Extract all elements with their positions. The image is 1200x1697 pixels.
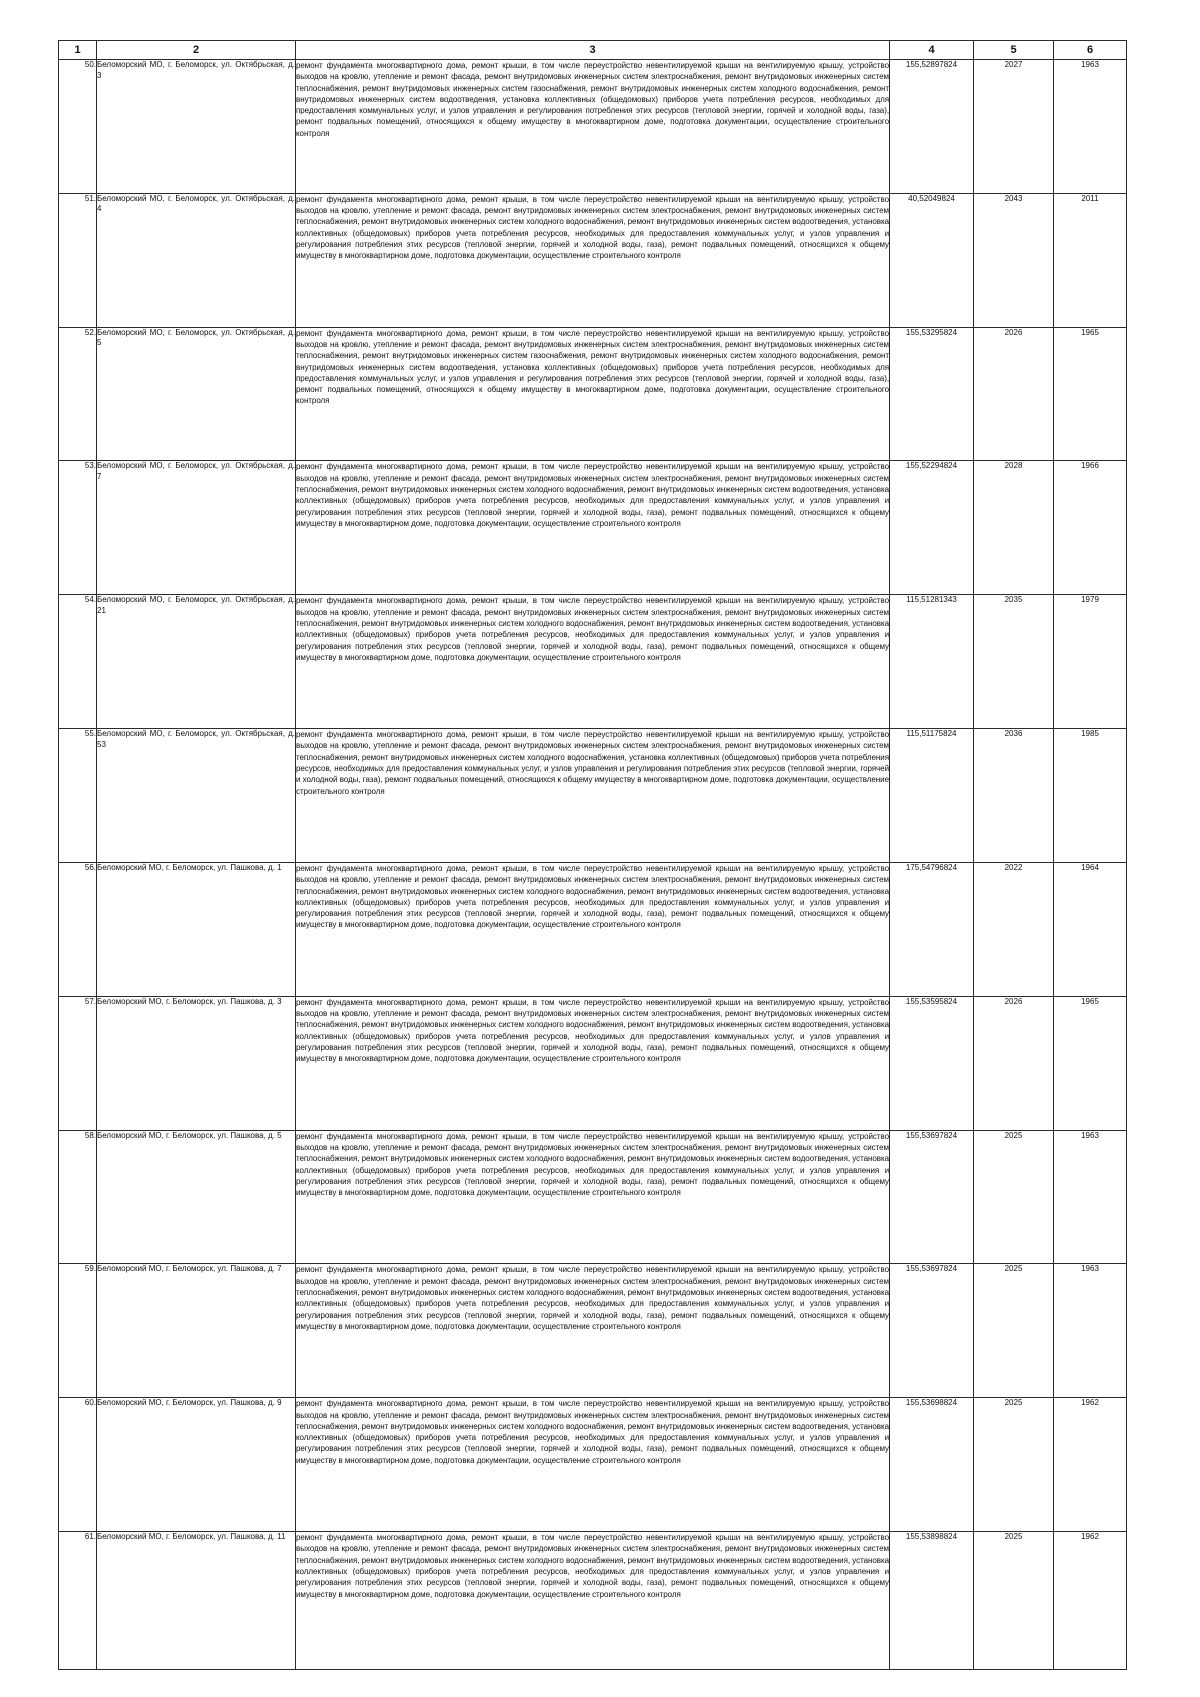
repair-works-list: ремонт фундамента многоквартирного дома, ремонт крыши, в том числе переустройство невентилируемой крыши на вентилируемую крышу, устройство выходов на кровлю, утепление и ремонт фасада, ремонт внутридомовых инженерных систем электроснабжения, ремонт внутридомовых инженерных систем теплоснабжения, ремонт внутридомовых инженерных систем холодного водоснабжения, ремонт внутридомовых инженерных систем водоотведения, установка коллективных (общедомовых) приборов учета потребления ресурсов, необходимых для предоставления коммунальных услуг, и узлов управления и регулирования потребления этих ресурсов (тепловой энергии, горячей и холодной воды, газа), ремонт подвальных помещений, относящихся к общему имуществу в многоквартирном доме, подготовка документации, осуществление строительного контроля: [296, 862, 890, 996]
column-header: 2: [97, 41, 296, 60]
row-number: 54.: [59, 595, 97, 729]
building-address: Беломорский МО, г. Беломорск, ул. Пашкова, д. 9: [97, 1398, 296, 1532]
building-address: Беломорский МО, г. Беломорск, ул. Октябрьская, д. 5: [97, 327, 296, 461]
table-row: [59, 1130, 1127, 1264]
row-number: 50.: [59, 60, 97, 194]
construction-year: 1985: [1054, 729, 1127, 863]
row-number: 58.: [59, 1130, 97, 1264]
table-row: [59, 996, 1127, 1130]
repair-works-list: ремонт фундамента многоквартирного дома, ремонт крыши, в том числе переустройство невентилируемой крыши на вентилируемую крышу, устройство выходов на кровлю, утепление и ремонт фасада, ремонт внутридомовых инженерных систем электроснабжения, ремонт внутридомовых инженерных систем теплоснабжения, ремонт внутридомовых инженерных систем холодного водоснабжения, ремонт внутридомовых инженерных систем водоотведения, установка коллективных (общедомовых) приборов учета потребления ресурсов, необходимых для предоставления коммунальных услуг, и узлов управления и регулирования потребления этих ресурсов (тепловой энергии, горячей и холодной воды, газа), ремонт подвальных помещений, относящихся к общему имуществу в многоквартирном доме, подготовка документации, осуществление строительного контроля: [296, 193, 890, 327]
row-number: 52.: [59, 327, 97, 461]
cost-value: 155,53898824: [890, 1532, 974, 1670]
table-row: [59, 461, 1127, 595]
repair-works-list: ремонт фундамента многоквартирного дома, ремонт крыши, в том числе переустройство невентилируемой крыши на вентилируемую крышу, устройство выходов на кровлю, утепление и ремонт фасада, ремонт внутридомовых инженерных систем электроснабжения, ремонт внутридомовых инженерных систем теплоснабжения, ремонт внутридомовых инженерных систем газоснабжения, ремонт внутридомовых инженерных систем холодного водоснабжения, ремонт внутридомовых инженерных систем водоотведения, установка коллективных (общедомовых) приборов учета потребления ресурсов, необходимых для предоставления коммунальных услуг, и узлов управления и регулирования потребления этих ресурсов (тепловой энергии, горячей и холодной воды, газа), ремонт подвальных помещений, относящихся к общему имуществу в многоквартирном доме, подготовка документации, осуществление строительного контроля: [296, 327, 890, 461]
building-address: Беломорский МО, г. Беломорск, ул. Пашкова, д. 3: [97, 996, 296, 1130]
planned-year: 2035: [974, 595, 1054, 729]
construction-year: 2011: [1054, 193, 1127, 327]
planned-year: 2026: [974, 996, 1054, 1130]
column-header: 6: [1054, 41, 1127, 60]
table-row: [59, 862, 1127, 996]
repair-works-list: ремонт фундамента многоквартирного дома, ремонт крыши, в том числе переустройство невентилируемой крыши на вентилируемую крышу, устройство выходов на кровлю, утепление и ремонт фасада, ремонт внутридомовых инженерных систем электроснабжения, ремонт внутридомовых инженерных систем теплоснабжения, ремонт внутридомовых инженерных систем газоснабжения, ремонт внутридомовых инженерных систем холодного водоснабжения, ремонт внутридомовых инженерных систем водоотведения, установка коллективных (общедомовых) приборов учета потребления ресурсов, необходимых для предоставления коммунальных услуг, и узлов управления и регулирования потребления этих ресурсов (тепловой энергии, горячей и холодной воды, газа), ремонт подвальных помещений, относящихся к общему имуществу в многоквартирном доме, подготовка документации, осуществление строительного контроля: [296, 60, 890, 194]
column-header: 4: [890, 41, 974, 60]
planned-year: 2025: [974, 1398, 1054, 1532]
table-body: [59, 60, 1127, 1670]
cost-value: 155,53295824: [890, 327, 974, 461]
construction-year: 1962: [1054, 1532, 1127, 1670]
building-address: Беломорский МО, г. Беломорск, ул. Пашкова, д. 5: [97, 1130, 296, 1264]
construction-year: 1965: [1054, 327, 1127, 461]
construction-year: 1965: [1054, 996, 1127, 1130]
row-number: 53.: [59, 461, 97, 595]
repair-works-list: ремонт фундамента многоквартирного дома, ремонт крыши, в том числе переустройство невентилируемой крыши на вентилируемую крышу, устройство выходов на кровлю, утепление и ремонт фасада, ремонт внутридомовых инженерных систем электроснабжения, ремонт внутридомовых инженерных систем теплоснабжения, ремонт внутридомовых инженерных систем холодного водоснабжения, ремонт внутридомовых инженерных систем водоотведения, установка коллективных (общедомовых) приборов учета потребления ресурсов, необходимых для предоставления коммунальных услуг, и узлов управления и регулирования потребления этих ресурсов (тепловой энергии, горячей и холодной воды, газа), ремонт подвальных помещений, относящихся к общему имуществу в многоквартирном доме, подготовка документации, осуществление строительного контроля: [296, 1532, 890, 1670]
table-row: [59, 729, 1127, 863]
table-row: [59, 193, 1127, 327]
table-row: [59, 595, 1127, 729]
document-page: [58, 40, 1126, 1670]
repair-works-list: ремонт фундамента многоквартирного дома, ремонт крыши, в том числе переустройство невентилируемой крыши на вентилируемую крышу, устройство выходов на кровлю, утепление и ремонт фасада, ремонт внутридомовых инженерных систем электроснабжения, ремонт внутридомовых инженерных систем теплоснабжения, ремонт внутридомовых инженерных систем холодного водоснабжения, ремонт внутридомовых инженерных систем водоотведения, установка коллективных (общедомовых) приборов учета потребления ресурсов, необходимых для предоставления коммунальных услуг, и узлов управления и регулирования потребления этих ресурсов (тепловой энергии, горячей и холодной воды, газа), ремонт подвальных помещений, относящихся к общему имуществу в многоквартирном доме, подготовка документации, осуществление строительного контроля: [296, 1130, 890, 1264]
planned-year: 2025: [974, 1264, 1054, 1398]
table-row: [59, 1532, 1127, 1670]
construction-year: 1964: [1054, 862, 1127, 996]
construction-year: 1963: [1054, 60, 1127, 194]
planned-year: 2043: [974, 193, 1054, 327]
cost-value: 115,51281343: [890, 595, 974, 729]
construction-year: 1979: [1054, 595, 1127, 729]
building-address: Беломорский МО, г. Беломорск, ул. Октябрьская, д. 4: [97, 193, 296, 327]
repair-works-list: ремонт фундамента многоквартирного дома, ремонт крыши, в том числе переустройство невентилируемой крыши на вентилируемую крышу, устройство выходов на кровлю, утепление и ремонт фасада, ремонт внутридомовых инженерных систем электроснабжения, ремонт внутридомовых инженерных систем теплоснабжения, ремонт внутридомовых инженерных систем холодного водоснабжения, установка коллективных (общедомовых) приборов учета потребления ресурсов, необходимых для предоставления коммунальных услуг, и узлов управления и регулирования потребления этих ресурсов (тепловой энергии, горячей и холодной воды, газа), ремонт подвальных помещений, относящихся к общему имуществу в многоквартирном доме, подготовка документации, осуществление строительного контроля: [296, 729, 890, 863]
column-header: 5: [974, 41, 1054, 60]
planned-year: 2027: [974, 60, 1054, 194]
building-address: Беломорский МО, г. Беломорск, ул. Октябрьская, д. 53: [97, 729, 296, 863]
planned-year: 2025: [974, 1532, 1054, 1670]
cost-value: 175,54796824: [890, 862, 974, 996]
planned-year: 2022: [974, 862, 1054, 996]
cost-value: 115,51175824: [890, 729, 974, 863]
building-address: Беломорский МО, г. Беломорск, ул. Пашкова, д. 7: [97, 1264, 296, 1398]
table-row: [59, 327, 1127, 461]
repair-works-list: ремонт фундамента многоквартирного дома, ремонт крыши, в том числе переустройство невентилируемой крыши на вентилируемую крышу, устройство выходов на кровлю, утепление и ремонт фасада, ремонт внутридомовых инженерных систем электроснабжения, ремонт внутридомовых инженерных систем теплоснабжения, ремонт внутридомовых инженерных систем холодного водоснабжения, ремонт внутридомовых инженерных систем водоотведения, установка коллективных (общедомовых) приборов учета потребления ресурсов, необходимых для предоставления коммунальных услуг, и узлов управления и регулирования потребления этих ресурсов (тепловой энергии, горячей и холодной воды, газа), ремонт подвальных помещений, относящихся к общему имуществу в многоквартирном доме, подготовка документации, осуществление строительного контроля: [296, 1398, 890, 1532]
construction-year: 1963: [1054, 1130, 1127, 1264]
row-number: 55.: [59, 729, 97, 863]
construction-year: 1966: [1054, 461, 1127, 595]
row-number: 56.: [59, 862, 97, 996]
construction-year: 1963: [1054, 1264, 1127, 1398]
table-row: [59, 1398, 1127, 1532]
cost-value: 155,53697824: [890, 1130, 974, 1264]
row-number: 60.: [59, 1398, 97, 1532]
row-number: 51.: [59, 193, 97, 327]
planned-year: 2026: [974, 327, 1054, 461]
building-address: Беломорский МО, г. Беломорск, ул. Пашкова, д. 1: [97, 862, 296, 996]
row-number: 57.: [59, 996, 97, 1130]
housing-repair-table: [58, 40, 1127, 1670]
cost-value: 40,52049824: [890, 193, 974, 327]
repair-works-list: ремонт фундамента многоквартирного дома, ремонт крыши, в том числе переустройство невентилируемой крыши на вентилируемую крышу, устройство выходов на кровлю, утепление и ремонт фасада, ремонт внутридомовых инженерных систем электроснабжения, ремонт внутридомовых инженерных систем теплоснабжения, ремонт внутридомовых инженерных систем холодного водоснабжения, ремонт внутридомовых инженерных систем водоотведения, установка коллективных (общедомовых) приборов учета потребления ресурсов, необходимых для предоставления коммунальных услуг, и узлов управления и регулирования потребления этих ресурсов (тепловой энергии, горячей и холодной воды, газа), ремонт подвальных помещений, относящихся к общему имуществу в многоквартирном доме, подготовка документации, осуществление строительного контроля: [296, 996, 890, 1130]
cost-value: 155,53698824: [890, 1398, 974, 1532]
building-address: Беломорский МО, г. Беломорск, ул. Октябрьская, д. 21: [97, 595, 296, 729]
construction-year: 1962: [1054, 1398, 1127, 1532]
building-address: Беломорский МО, г. Беломорск, ул. Пашкова, д. 11: [97, 1532, 296, 1670]
planned-year: 2036: [974, 729, 1054, 863]
column-header: 1: [59, 41, 97, 60]
table-row: [59, 60, 1127, 194]
row-number: 59.: [59, 1264, 97, 1398]
planned-year: 2025: [974, 1130, 1054, 1264]
cost-value: 155,52294824: [890, 461, 974, 595]
building-address: Беломорский МО, г. Беломорск, ул. Октябрьская, д. 3: [97, 60, 296, 194]
row-number: 61.: [59, 1532, 97, 1670]
table-row: [59, 1264, 1127, 1398]
building-address: Беломорский МО, г. Беломорск, ул. Октябрьская, д. 7: [97, 461, 296, 595]
cost-value: 155,53697824: [890, 1264, 974, 1398]
cost-value: 155,52897824: [890, 60, 974, 194]
repair-works-list: ремонт фундамента многоквартирного дома, ремонт крыши, в том числе переустройство невентилируемой крыши на вентилируемую крышу, устройство выходов на кровлю, утепление и ремонт фасада, ремонт внутридомовых инженерных систем электроснабжения, ремонт внутридомовых инженерных систем теплоснабжения, ремонт внутридомовых инженерных систем холодного водоснабжения, ремонт внутридомовых инженерных систем водоотведения, установка коллективных (общедомовых) приборов учета потребления ресурсов, необходимых для предоставления коммунальных услуг, и узлов управления и регулирования потребления этих ресурсов (тепловой энергии, горячей и холодной воды, газа), ремонт подвальных помещений, относящихся к общему имуществу в многоквартирном доме, подготовка документации, осуществление строительного контроля: [296, 1264, 890, 1398]
repair-works-list: ремонт фундамента многоквартирного дома, ремонт крыши, в том числе переустройство невентилируемой крыши на вентилируемую крышу, устройство выходов на кровлю, утепление и ремонт фасада, ремонт внутридомовых инженерных систем электроснабжения, ремонт внутридомовых инженерных систем теплоснабжения, ремонт внутридомовых инженерных систем холодного водоснабжения, ремонт внутридомовых инженерных систем водоотведения, установка коллективных (общедомовых) приборов учета потребления ресурсов, необходимых для предоставления коммунальных услуг, и узлов управления и регулирования потребления этих ресурсов (тепловой энергии, горячей и холодной воды, газа), ремонт подвальных помещений, относящихся к общему имуществу в многоквартирном доме, подготовка документации, осуществление строительного контроля: [296, 461, 890, 595]
planned-year: 2028: [974, 461, 1054, 595]
cost-value: 155,53595824: [890, 996, 974, 1130]
repair-works-list: ремонт фундамента многоквартирного дома, ремонт крыши, в том числе переустройство невентилируемой крыши на вентилируемую крышу, устройство выходов на кровлю, утепление и ремонт фасада, ремонт внутридомовых инженерных систем электроснабжения, ремонт внутридомовых инженерных систем теплоснабжения, ремонт внутридомовых инженерных систем холодного водоснабжения, ремонт внутридомовых инженерных систем водоотведения, установка коллективных (общедомовых) приборов учета потребления ресурсов, необходимых для предоставления коммунальных услуг, и узлов управления и регулирования потребления этих ресурсов (тепловой энергии, горячей и холодной воды, газа), ремонт подвальных помещений, относящихся к общему имуществу в многоквартирном доме, подготовка документации, осуществление строительного контроля: [296, 595, 890, 729]
column-header: 3: [296, 41, 890, 60]
table-header-row: [59, 41, 1127, 60]
